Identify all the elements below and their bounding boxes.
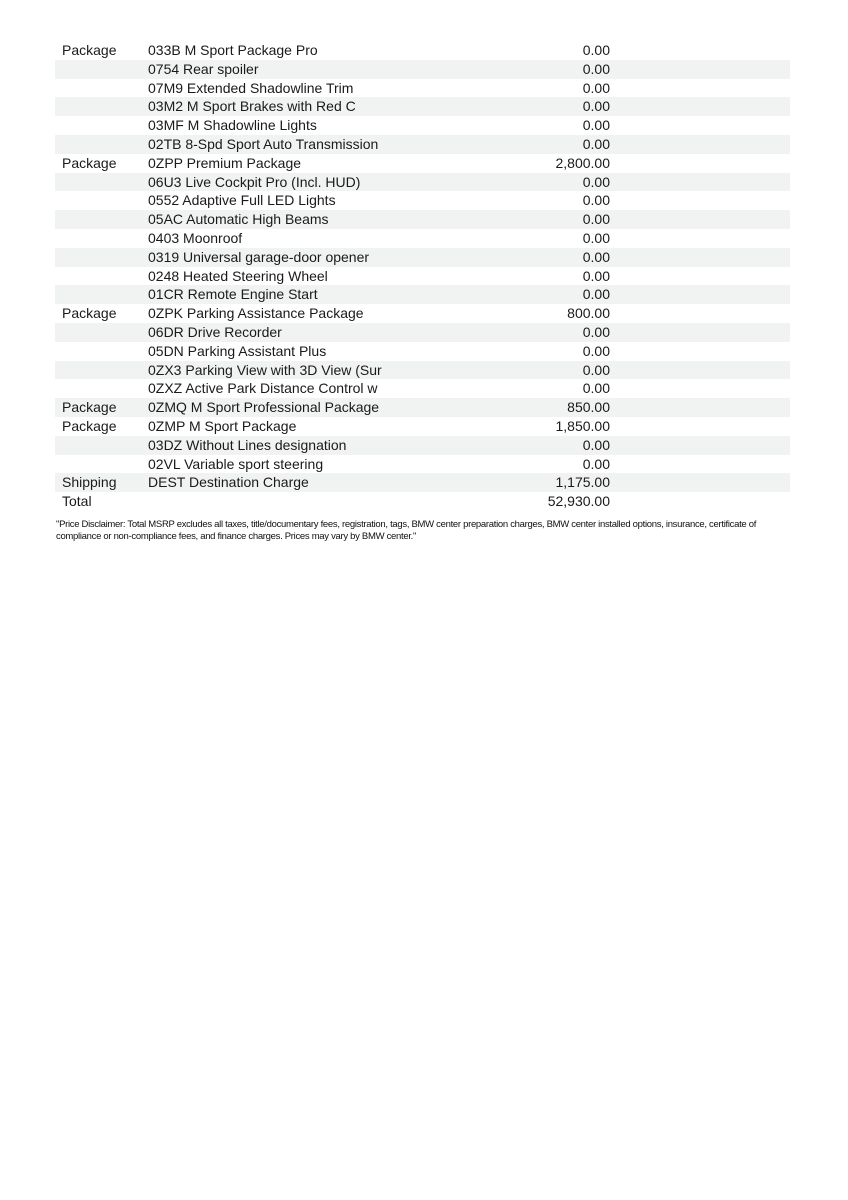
row-spacer: [610, 116, 790, 135]
row-price: 0.00: [582, 192, 610, 209]
table-row: [55, 473, 790, 492]
row-category-label: [55, 267, 148, 286]
row-price: 52,930.00: [547, 493, 610, 510]
row-price: 0.00: [582, 211, 610, 228]
row-category-label: Package: [62, 154, 117, 171]
row-price: 0.00: [582, 323, 610, 340]
row-spacer: [610, 323, 790, 342]
table-row: [55, 248, 790, 267]
row-option-description: 033B M Sport Package Pro: [148, 42, 318, 58]
row-option-description: 05AC Automatic High Beams: [148, 211, 329, 228]
row-category-label: [55, 285, 148, 304]
row-spacer: [610, 285, 790, 304]
row-category-label: Package: [62, 417, 117, 434]
row-spacer: [610, 398, 790, 417]
row-price: 0.00: [582, 361, 610, 378]
row-category-label: Total: [62, 493, 92, 510]
row-spacer: [610, 210, 790, 229]
row-option-description: 0552 Adaptive Full LED Lights: [148, 192, 336, 209]
row-option-description: 0ZPP Premium Package: [148, 154, 302, 171]
table-row: [55, 173, 790, 192]
row-category-label: [55, 342, 148, 361]
row-option-description: 02VL Variable sport steering: [148, 455, 324, 472]
row-category-label: [55, 191, 148, 210]
table-row: [55, 97, 790, 116]
row-option-description: 0ZMP M Sport Package: [148, 417, 297, 434]
row-category-label: [55, 210, 148, 229]
table-row: [55, 361, 790, 380]
row-category-label: [55, 361, 148, 380]
row-category-label: [55, 248, 148, 267]
row-spacer: [610, 492, 790, 511]
row-category-label: [55, 116, 148, 135]
row-spacer: [610, 41, 790, 60]
row-price: 2,800.00: [555, 154, 610, 171]
row-category-label: Package: [62, 399, 117, 416]
row-price: 0.00: [582, 60, 610, 77]
row-spacer: [610, 154, 790, 173]
row-category-label: [55, 323, 148, 342]
row-price: 0.00: [582, 436, 610, 453]
table-row: [55, 210, 790, 229]
row-category-label: Package: [62, 42, 117, 58]
row-price: 800.00: [567, 305, 610, 322]
row-option-description: 0ZX3 Parking View with 3D View (Sur: [148, 361, 382, 378]
table-row: [55, 41, 790, 60]
row-price: 0.00: [582, 248, 610, 265]
row-option-description: 01CR Remote Engine Start: [148, 286, 318, 303]
row-price: 0.00: [582, 229, 610, 246]
table-row: [55, 304, 790, 323]
row-category-label: [55, 436, 148, 455]
table-row: [55, 398, 790, 417]
table-row: [55, 191, 790, 210]
row-spacer: [610, 248, 790, 267]
row-option-description: 03MF M Shadowline Lights: [148, 117, 317, 134]
row-spacer: [610, 267, 790, 286]
row-price: 0.00: [582, 267, 610, 284]
row-price: 850.00: [567, 399, 610, 416]
row-option-description: [148, 492, 490, 511]
row-spacer: [610, 173, 790, 192]
table-row: [55, 229, 790, 248]
table-row: [55, 342, 790, 361]
table-row: [55, 267, 790, 286]
row-option-description: 0ZXZ Active Park Distance Control w: [148, 380, 378, 397]
row-option-description: 03DZ Without Lines designation: [148, 436, 347, 453]
vehicle-options-table: [55, 41, 790, 511]
row-option-description: 0403 Moonroof: [148, 229, 243, 246]
row-option-description: 0ZPK Parking Assistance Package: [148, 305, 364, 322]
table-row: [55, 79, 790, 98]
row-option-description: 02TB 8-Spd Sport Auto Transmission: [148, 135, 379, 152]
row-option-description: 05DN Parking Assistant Plus: [148, 342, 327, 359]
table-row: [55, 135, 790, 154]
row-spacer: [610, 229, 790, 248]
row-option-description: 0754 Rear spoiler: [148, 60, 259, 77]
row-price: 1,850.00: [555, 417, 610, 434]
table-row: [55, 417, 790, 436]
row-price: 0.00: [582, 117, 610, 134]
row-category-label: Package: [62, 305, 117, 322]
row-price: 0.00: [582, 42, 610, 58]
table-row: [55, 285, 790, 304]
row-price: 0.00: [582, 342, 610, 359]
row-spacer: [610, 379, 790, 398]
row-option-description: DEST Destination Charge: [148, 474, 309, 491]
row-category-label: [55, 379, 148, 398]
row-option-description: 0ZMQ M Sport Professional Package: [148, 399, 380, 416]
row-price: 0.00: [582, 79, 610, 96]
row-price: 0.00: [582, 173, 610, 190]
row-price: 0.00: [582, 135, 610, 152]
row-spacer: [610, 79, 790, 98]
row-spacer: [610, 473, 790, 492]
row-price: 0.00: [582, 286, 610, 303]
row-category-label: [55, 60, 148, 79]
row-category-label: [55, 173, 148, 192]
row-spacer: [610, 60, 790, 79]
row-price: 1,175.00: [555, 474, 610, 491]
row-spacer: [610, 436, 790, 455]
row-spacer: [610, 361, 790, 380]
table-row: [55, 60, 790, 79]
row-spacer: [610, 455, 790, 474]
row-spacer: [610, 304, 790, 323]
row-spacer: [610, 135, 790, 154]
row-spacer: [610, 97, 790, 116]
row-price: 0.00: [582, 380, 610, 397]
row-price: 0.00: [582, 98, 610, 115]
row-category-label: [55, 97, 148, 116]
table-row: [55, 492, 790, 511]
row-option-description: 03M2 M Sport Brakes with Red C: [148, 98, 356, 115]
table-row: [55, 436, 790, 455]
row-option-description: 0319 Universal garage-door opener: [148, 248, 370, 265]
row-category-label: Shipping: [62, 474, 117, 491]
row-category-label: [55, 135, 148, 154]
row-option-description: 06U3 Live Cockpit Pro (Incl. HUD): [148, 173, 361, 190]
row-option-description: 06DR Drive Recorder: [148, 323, 282, 340]
row-spacer: [610, 342, 790, 361]
table-row: [55, 323, 790, 342]
row-category-label: [55, 455, 148, 474]
row-price: 0.00: [582, 455, 610, 472]
table-row: [55, 379, 790, 398]
row-option-description: 07M9 Extended Shadowline Trim: [148, 79, 354, 96]
row-category-label: [55, 79, 148, 98]
row-category-label: [55, 229, 148, 248]
table-row: [55, 154, 790, 173]
row-spacer: [610, 417, 790, 436]
table-row: [55, 116, 790, 135]
row-spacer: [610, 191, 790, 210]
row-option-description: 0248 Heated Steering Wheel: [148, 267, 328, 284]
price-disclaimer: "Price Disclaimer: Total MSRP excludes all taxes, title/documentary fees, registration, tags, BMW center preparation charges, BMW center installed options, insurance, certificate of compliance or non-compliance fees, and finance charges. Prices may vary by BMW center.": [56, 519, 757, 542]
table-row: [55, 455, 790, 474]
